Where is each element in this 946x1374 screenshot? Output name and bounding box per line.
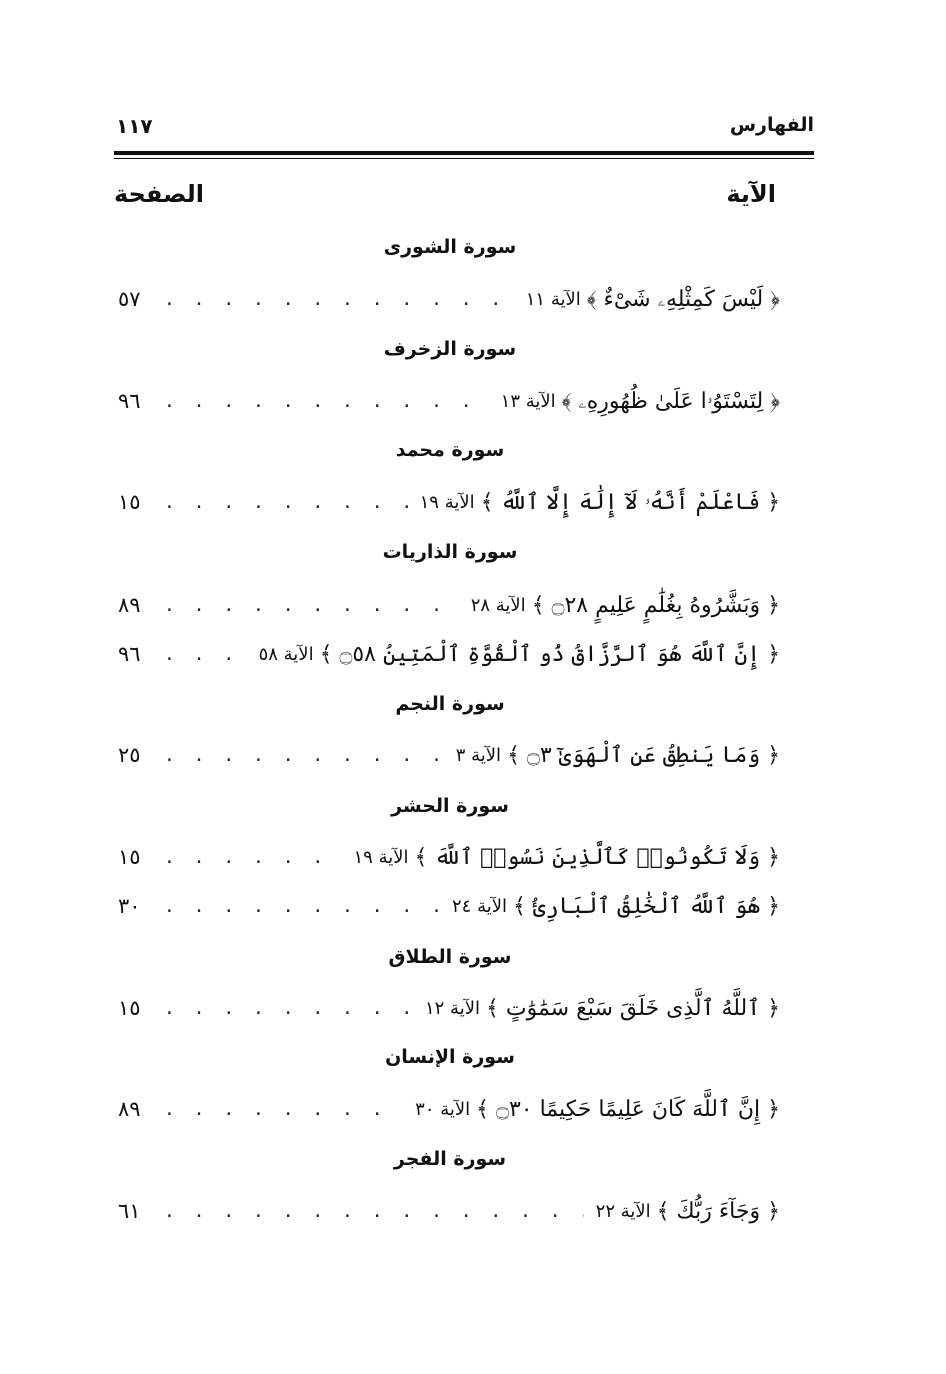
surah-heading: سورة الحشر xyxy=(391,795,509,817)
surah-heading: سورة الزخرف xyxy=(383,338,517,360)
verse-text: ﴿ فَاعْلَمْ أَنَّهُۥ لَآ إِلَٰهَ إِلَّا ٱللَّهُ ﴾ xyxy=(480,489,780,515)
page-reference: ٣٠ xyxy=(118,894,141,918)
index-entry xyxy=(118,839,780,875)
surah-heading: سورة الذاريات xyxy=(382,541,518,563)
verse-text: ﴿ وَلَا تَكُونُوا۟ كَٱلَّذِينَ نَسُوا۟ ٱللَّهَ ﴾ xyxy=(414,844,780,870)
leader-dots xyxy=(164,1201,584,1222)
surah-heading: سورة الشورى xyxy=(383,236,517,258)
header-rule xyxy=(114,151,814,155)
index-entry xyxy=(118,990,780,1026)
page-reference: ٨٩ xyxy=(118,1097,141,1121)
verse-text: ﴿ هُوَ ٱللَّهُ ٱلْخَٰلِقُ ٱلْبَارِئُ ﴾ xyxy=(513,893,780,919)
ayah-reference: الآية ١٩ xyxy=(419,491,475,513)
running-header-title: الفهارس xyxy=(729,114,814,136)
verse-text: ﴿ وَمَا يَنطِقُ عَنِ ٱلْهَوَىٰٓ ۝٣ ﴾ xyxy=(507,742,780,768)
verse-text: ﴿ إِنَّ ٱللَّهَ كَانَ عَلِيمًا حَكِيمًا ۝٣٠ ﴾ xyxy=(476,1096,780,1122)
index-entry xyxy=(118,888,780,924)
index-entry xyxy=(118,1193,780,1229)
ayah-reference: الآية ٢٨ xyxy=(470,594,526,616)
index-entry xyxy=(118,1091,780,1127)
index-entry xyxy=(118,484,780,520)
ayah-reference: الآية ١٢ xyxy=(424,997,480,1019)
page-reference: ١٥ xyxy=(118,490,141,514)
index-entry xyxy=(118,587,780,623)
index-entry xyxy=(118,383,780,419)
page-reference: ٢٥ xyxy=(118,743,141,767)
index-entry xyxy=(118,636,780,672)
surah-heading: سورة الطلاق xyxy=(388,946,512,968)
verse-text: ﴿ لِتَسْتَوُۥا عَلَىٰ ظُهُورِهِۦ ﴾ xyxy=(561,388,780,414)
page-reference: ٩٦ xyxy=(118,389,141,413)
page-reference: ١٥ xyxy=(118,996,141,1020)
ayah-reference: الآية ٢٢ xyxy=(595,1200,651,1222)
verse-text: ﴿ إِنَّ ٱللَّهَ هُوَ ٱلرَّزَّاقُ ذُو ٱلْقُوَّةِ ٱلْمَتِينُ ۝٥٨ ﴾ xyxy=(319,641,780,667)
ayah-reference: الآية ٢٤ xyxy=(452,895,507,917)
leader-dots xyxy=(164,745,444,766)
verse-text: ﴿ وَبَشَّرُوهُ بِغُلَٰمٍ عَلِيمٍ ۝٢٨ ﴾ xyxy=(531,592,780,618)
page-reference: ٥٧ xyxy=(118,287,141,311)
verse-text: ﴿ ٱللَّهُ ٱلَّذِى خَلَقَ سَبْعَ سَمَٰوَٰتٍ ﴾ xyxy=(485,995,780,1021)
leader-dots xyxy=(164,391,489,412)
leader-dots xyxy=(164,595,459,616)
leader-dots xyxy=(164,998,413,1019)
leader-dots xyxy=(164,1099,403,1120)
leader-dots xyxy=(164,644,247,665)
ayah-reference: الآية ١٣ xyxy=(500,390,556,412)
surah-heading: سورة النجم xyxy=(395,693,505,715)
column-heading-page: الصفحة xyxy=(114,180,205,208)
page-reference: ٩٦ xyxy=(118,642,141,666)
leader-dots xyxy=(164,847,342,868)
page-reference: ٦١ xyxy=(118,1199,141,1223)
column-heading-verse: الآية xyxy=(726,180,776,208)
ayah-reference: الآية ٣٠ xyxy=(415,1098,471,1120)
index-entry xyxy=(118,737,780,773)
leader-dots xyxy=(164,492,408,513)
page-reference: ١٥ xyxy=(118,845,141,869)
surah-heading: سورة الفجر xyxy=(393,1148,507,1170)
page-number: ١١٧ xyxy=(116,114,153,138)
surah-heading: سورة محمد xyxy=(395,439,505,461)
ayah-reference: الآية ١١ xyxy=(525,288,581,310)
header-rule-thin xyxy=(114,158,814,159)
leader-dots xyxy=(164,896,440,917)
verse-text: ﴿ لَيْسَ كَمِثْلِهِۦ شَىْءٌ ﴾ xyxy=(586,286,780,312)
leader-dots xyxy=(164,289,514,310)
verse-text: ﴿ وَجَآءَ رَبُّكَ ﴾ xyxy=(656,1198,780,1224)
index-entry xyxy=(118,281,780,317)
ayah-reference: الآية ٥٨ xyxy=(258,643,314,665)
ayah-reference: الآية ٣ xyxy=(455,744,502,766)
page-reference: ٨٩ xyxy=(118,593,141,617)
ayah-reference: الآية ١٩ xyxy=(353,846,409,868)
surah-heading: سورة الإنسان xyxy=(385,1046,515,1068)
